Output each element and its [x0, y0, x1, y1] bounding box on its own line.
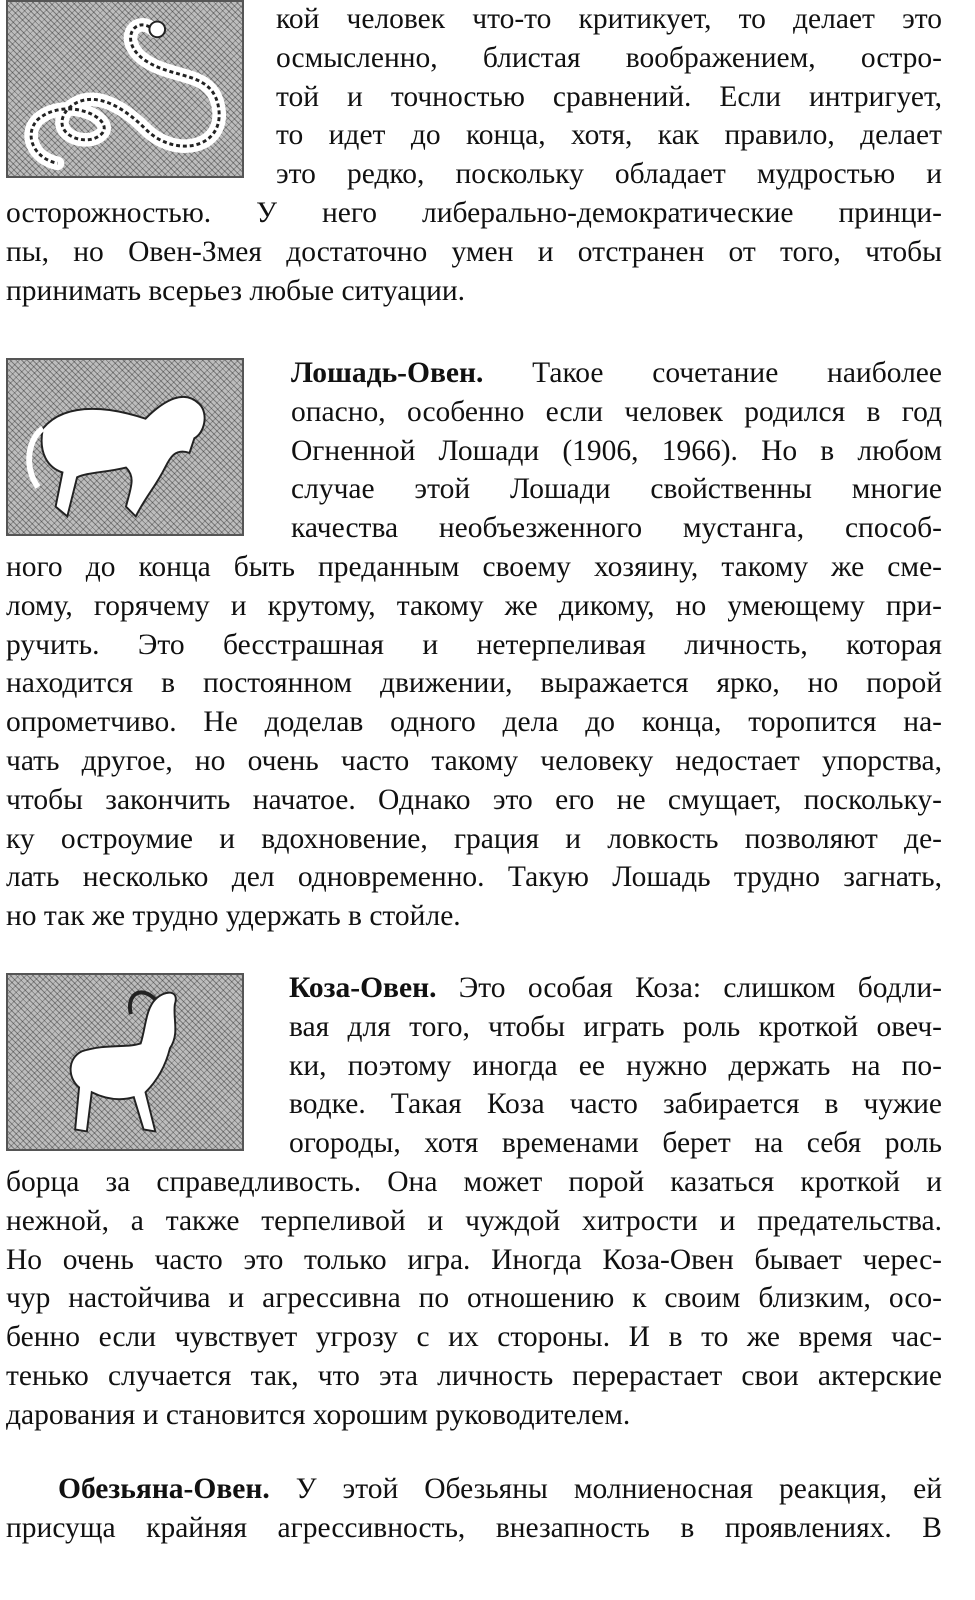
text-line: чтобы закончить начатое. Однако это его не смущает, поскольку- [6, 783, 942, 816]
text-line: но так же трудно удержать в стойле. [6, 900, 461, 933]
text-line: чать другое, но очень часто такому человеку недостает упорства, [6, 744, 942, 777]
text-line: присуща крайняя агрессивность, внезапность в проявлениях. В [6, 1511, 942, 1544]
text-line: ручить. Это бесстрашная и нетерпеливая личность, которая [6, 628, 942, 661]
monkey-heading: Обезьяна-Овен. [58, 1473, 270, 1505]
book-page [6, 0, 942, 1600]
text-line: находится в постоянном движении, выражается ярко, но порой [6, 667, 942, 700]
text-line: ки, поэтому иногда ее нужно держать на по- [289, 1049, 942, 1082]
horse-heading: Лошадь-Овен. [291, 357, 484, 389]
text-line: бенно если чувствует угрозу с их стороны. И в то же время час- [6, 1321, 942, 1354]
text-line: огороды, хотя временами берет на себя роль [289, 1127, 942, 1160]
text-line: Но очень часто это только игра. Иногда Коза-Овен бывает черес- [6, 1243, 942, 1276]
horse-illustration [6, 358, 244, 536]
snake-illustration [6, 0, 244, 178]
text-line: то идет до конца, хотя, как правило, делает [276, 119, 942, 152]
text-line: лать несколько дел одновременно. Такую Лошадь трудно загнать, [6, 861, 942, 894]
text-line: той и точностью сравнений. Если интригует, [276, 80, 942, 113]
text-line: водке. Такая Коза часто забирается в чужие [289, 1088, 942, 1121]
snake-icon [8, 2, 242, 176]
text-line: ку остроумие и вдохновение, грация и ловкость позволяют де- [6, 822, 942, 855]
text-line: борца за справедливость. Она может порой казаться кроткой и [6, 1165, 942, 1198]
goat-heading: Коза-Овен. [289, 972, 437, 1004]
text-line: качества необъезженного мустанга, способ- [291, 512, 942, 545]
text-line: нежной, а также терпеливой и чуждой хитрости и предательства. [6, 1204, 942, 1237]
text-line: осмысленно, блистая воображением, остро- [276, 41, 942, 74]
text-line: принимать всерьез любые ситуации. [6, 274, 466, 307]
text-line: случае этой Лошади свойственны многие [291, 473, 942, 506]
goat-icon [8, 975, 242, 1149]
text-fragment: Такое сочетание наиболее [483, 357, 942, 389]
text-line: опрометчиво. Не доделав одного дела до конца, торопится на- [6, 706, 942, 739]
text-line: это редко, поскольку обладает мудростью и [276, 158, 942, 191]
horse-icon [8, 360, 242, 534]
section-goat [6, 969, 942, 1435]
text-line: осторожностью. У него либерально-демократические принци- [6, 196, 942, 229]
monkey-first-line [6, 1470, 942, 1509]
section-monkey [6, 1470, 942, 1548]
goat-illustration [6, 973, 244, 1151]
text-line: вая для того, чтобы играть роль кроткой овеч- [289, 1010, 942, 1043]
text-line: опасно, особенно если человек родился в год [291, 395, 942, 428]
text-line: чур настойчива и агрессивна по отношению к своим близким, осо- [6, 1282, 942, 1315]
section-horse [6, 354, 942, 936]
text-fragment: Это особая Коза: слишком бодли- [436, 972, 942, 1004]
text-line: кой человек что-то критикует, то делает это [276, 3, 942, 35]
text-line: лому, горячему и крутому, такому же дикому, но умеющему при- [6, 589, 942, 622]
text-line: Огненной Лошади (1906, 1966). Но в любом [291, 434, 942, 467]
section-snake [6, 0, 942, 310]
text-line: дарования и становится хорошим руководителем. [6, 1398, 631, 1431]
text-line: тенько случается так, что эта личность перерастает свои актерские [6, 1359, 942, 1392]
text-fragment: У этой Обезьяны молниеносная реакция, ей [269, 1473, 942, 1505]
text-line: пы, но Овен-Змея достаточно умен и отстранен от того, чтобы [6, 235, 942, 268]
text-line: ного до конца быть преданным своему хозяину, такому же сме- [6, 550, 942, 583]
